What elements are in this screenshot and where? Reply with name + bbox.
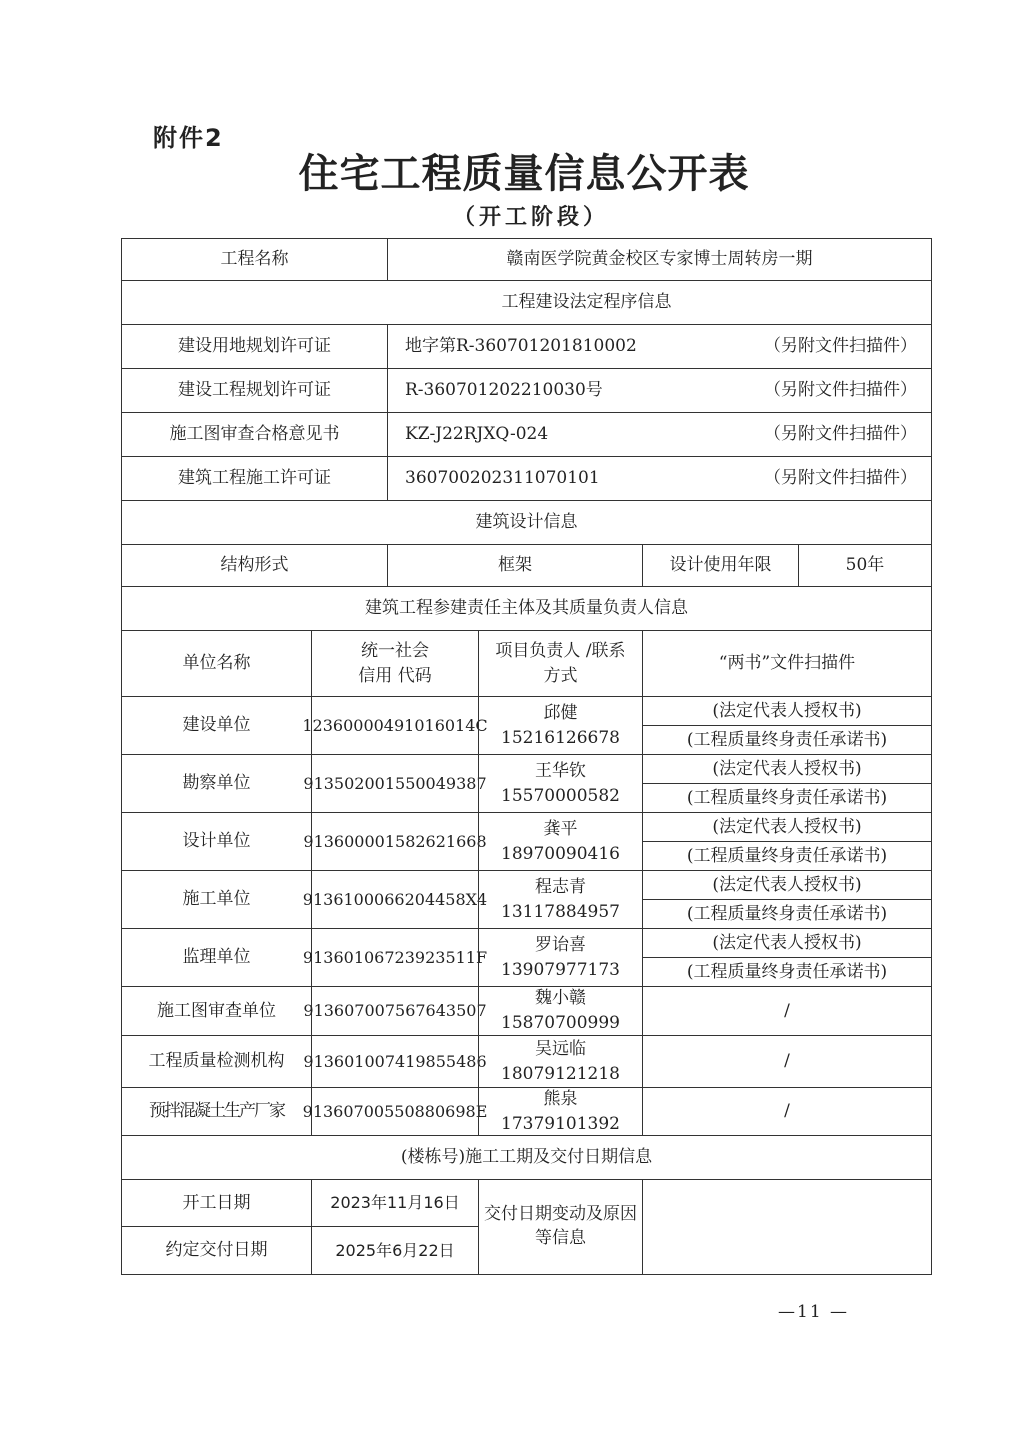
commitment-doc: (工程质量终身责任承诺书) [642,899,932,929]
permit-number: KZ-J22RJXQ-024 [405,424,549,445]
unit-name: 监理单位 [121,928,312,987]
delivery-date-label: 约定交付日期 [121,1226,312,1275]
project-name-label: 工程名称 [121,238,388,281]
legal-row-label: 建设用地规划许可证 [121,324,388,369]
delivery-change-label: 交付日期变动及原因等信息 [478,1179,643,1275]
credit-code: 913600001582621668 [311,812,479,871]
delivery-date-value: 2025年6月22日 [311,1226,479,1275]
unit-name: 建设单位 [121,696,312,755]
unit-name: 设计单位 [121,812,312,871]
person-name: 熊泉 [543,1088,578,1109]
document-placeholder: / [642,1035,932,1088]
design-life-label: 设计使用年限 [642,544,799,587]
unit-header: 单位名称 [121,630,312,697]
phone-number: 15570000582 [501,785,620,806]
credit-code: 91360700550880698E [311,1087,479,1136]
unit-name: 预拌混凝土生产厂家 [121,1087,312,1136]
authorization-doc: (法定代表人授权书) [642,754,932,784]
unit-name: 勘察单位 [121,754,312,813]
legal-row-value [387,412,932,457]
commitment-doc: (工程质量终身责任承诺书) [642,957,932,987]
legal-row-value [387,456,932,501]
authorization-doc: (法定代表人授权书) [642,928,932,958]
credit-code: 913601007419855486 [311,1035,479,1088]
contact-cell [478,986,643,1036]
unit-name: 施工单位 [121,870,312,929]
permit-number: R-360701202210030号 [405,380,603,401]
start-date-label: 开工日期 [121,1179,312,1227]
credit-code: 9136100066204458X4 [311,870,479,929]
contact-cell [478,754,643,813]
documents-header: “两书”文件扫描件 [642,630,932,697]
legal-section-title: 工程建设法定程序信息 [121,280,932,325]
contact-cell [478,1035,643,1088]
person-name: 邱健 [543,702,578,723]
commitment-doc: (工程质量终身责任承诺书) [642,841,932,871]
page-title: 住宅工程质量信息公开表 [298,151,750,197]
attachment-note: （另附文件扫描件） [764,424,917,445]
contact-cell [478,870,643,929]
start-date-value: 2023年11月16日 [311,1179,479,1227]
credit-code-header-line: 信用 代码 [358,665,432,686]
credit-code: 91360106723923511F [311,928,479,987]
credit-code: 913502001550049387 [311,754,479,813]
structure-value: 框架 [387,544,643,587]
phone-number: 18970090416 [501,843,620,864]
phone-number: 17379101392 [501,1113,620,1134]
commitment-doc: (工程质量终身责任承诺书) [642,725,932,755]
credit-code: 913607007567643507 [311,986,479,1036]
phone-number: 15870700999 [501,1013,620,1033]
contact-cell [478,696,643,755]
person-name: 龚平 [543,818,578,839]
attachment-note: （另附文件扫描件） [764,468,917,489]
contact-cell [478,1087,643,1136]
authorization-doc: (法定代表人授权书) [642,870,932,900]
structure-label: 结构形式 [121,544,388,587]
person-name: 罗诒喜 [534,934,586,955]
project-name-value: 赣南医学院黄金校区专家博士周转房一期 [387,238,932,281]
credit-code: 12360000491016014C [311,696,479,755]
page-subtitle: （开工阶段） [452,205,609,230]
credit-code-header-line: 统一社会 [361,640,429,661]
contact-cell [478,812,643,871]
person-name: 吴远临 [534,1038,586,1059]
legal-row-label: 施工图审查合格意见书 [121,412,388,457]
attachment-note: （另附文件扫描件） [764,380,917,401]
document-placeholder: / [642,1087,932,1136]
legal-row-value [387,368,932,413]
authorization-doc: (法定代表人授权书) [642,812,932,842]
contact-cell [478,928,643,987]
phone-number: 18079121218 [501,1063,620,1084]
page-number: —11 — [778,1302,850,1322]
legal-row-label: 建设工程规划许可证 [121,368,388,413]
legal-row-value [387,324,932,369]
phone-number: 15216126678 [501,727,620,748]
attachment-note: （另附文件扫描件） [764,336,917,357]
commitment-doc: (工程质量终身责任承诺书) [642,783,932,813]
credit-code-header [311,630,479,697]
design-section-title: 建筑设计信息 [121,500,932,545]
phone-number: 13907977173 [501,959,620,980]
schedule-section-title: (楼栋号)施工工期及交付日期信息 [121,1135,932,1180]
contact-header [478,630,643,697]
unit-name: 工程质量检测机构 [121,1035,312,1088]
person-name: 程志青 [534,876,586,897]
attachment-label: 附件2 [153,124,224,152]
unit-name: 施工图审查单位 [121,986,312,1036]
document-placeholder: / [642,986,932,1036]
parties-section-title: 建筑工程参建责任主体及其质量负责人信息 [121,586,932,631]
authorization-doc: (法定代表人授权书) [642,696,932,726]
person-name: 魏小赣 [534,988,586,1009]
contact-header-line: 方式 [543,665,578,686]
phone-number: 13117884957 [501,901,620,922]
person-name: 王华钦 [534,760,586,781]
delivery-change-value [642,1179,932,1275]
permit-number: 地字第R-360701201810002 [405,336,637,357]
design-life-value: 50年 [798,544,932,587]
contact-header-line: 项目负责人 /联系 [495,640,626,661]
permit-number: 360700202311070101 [405,468,600,489]
legal-row-label: 建筑工程施工许可证 [121,456,388,501]
